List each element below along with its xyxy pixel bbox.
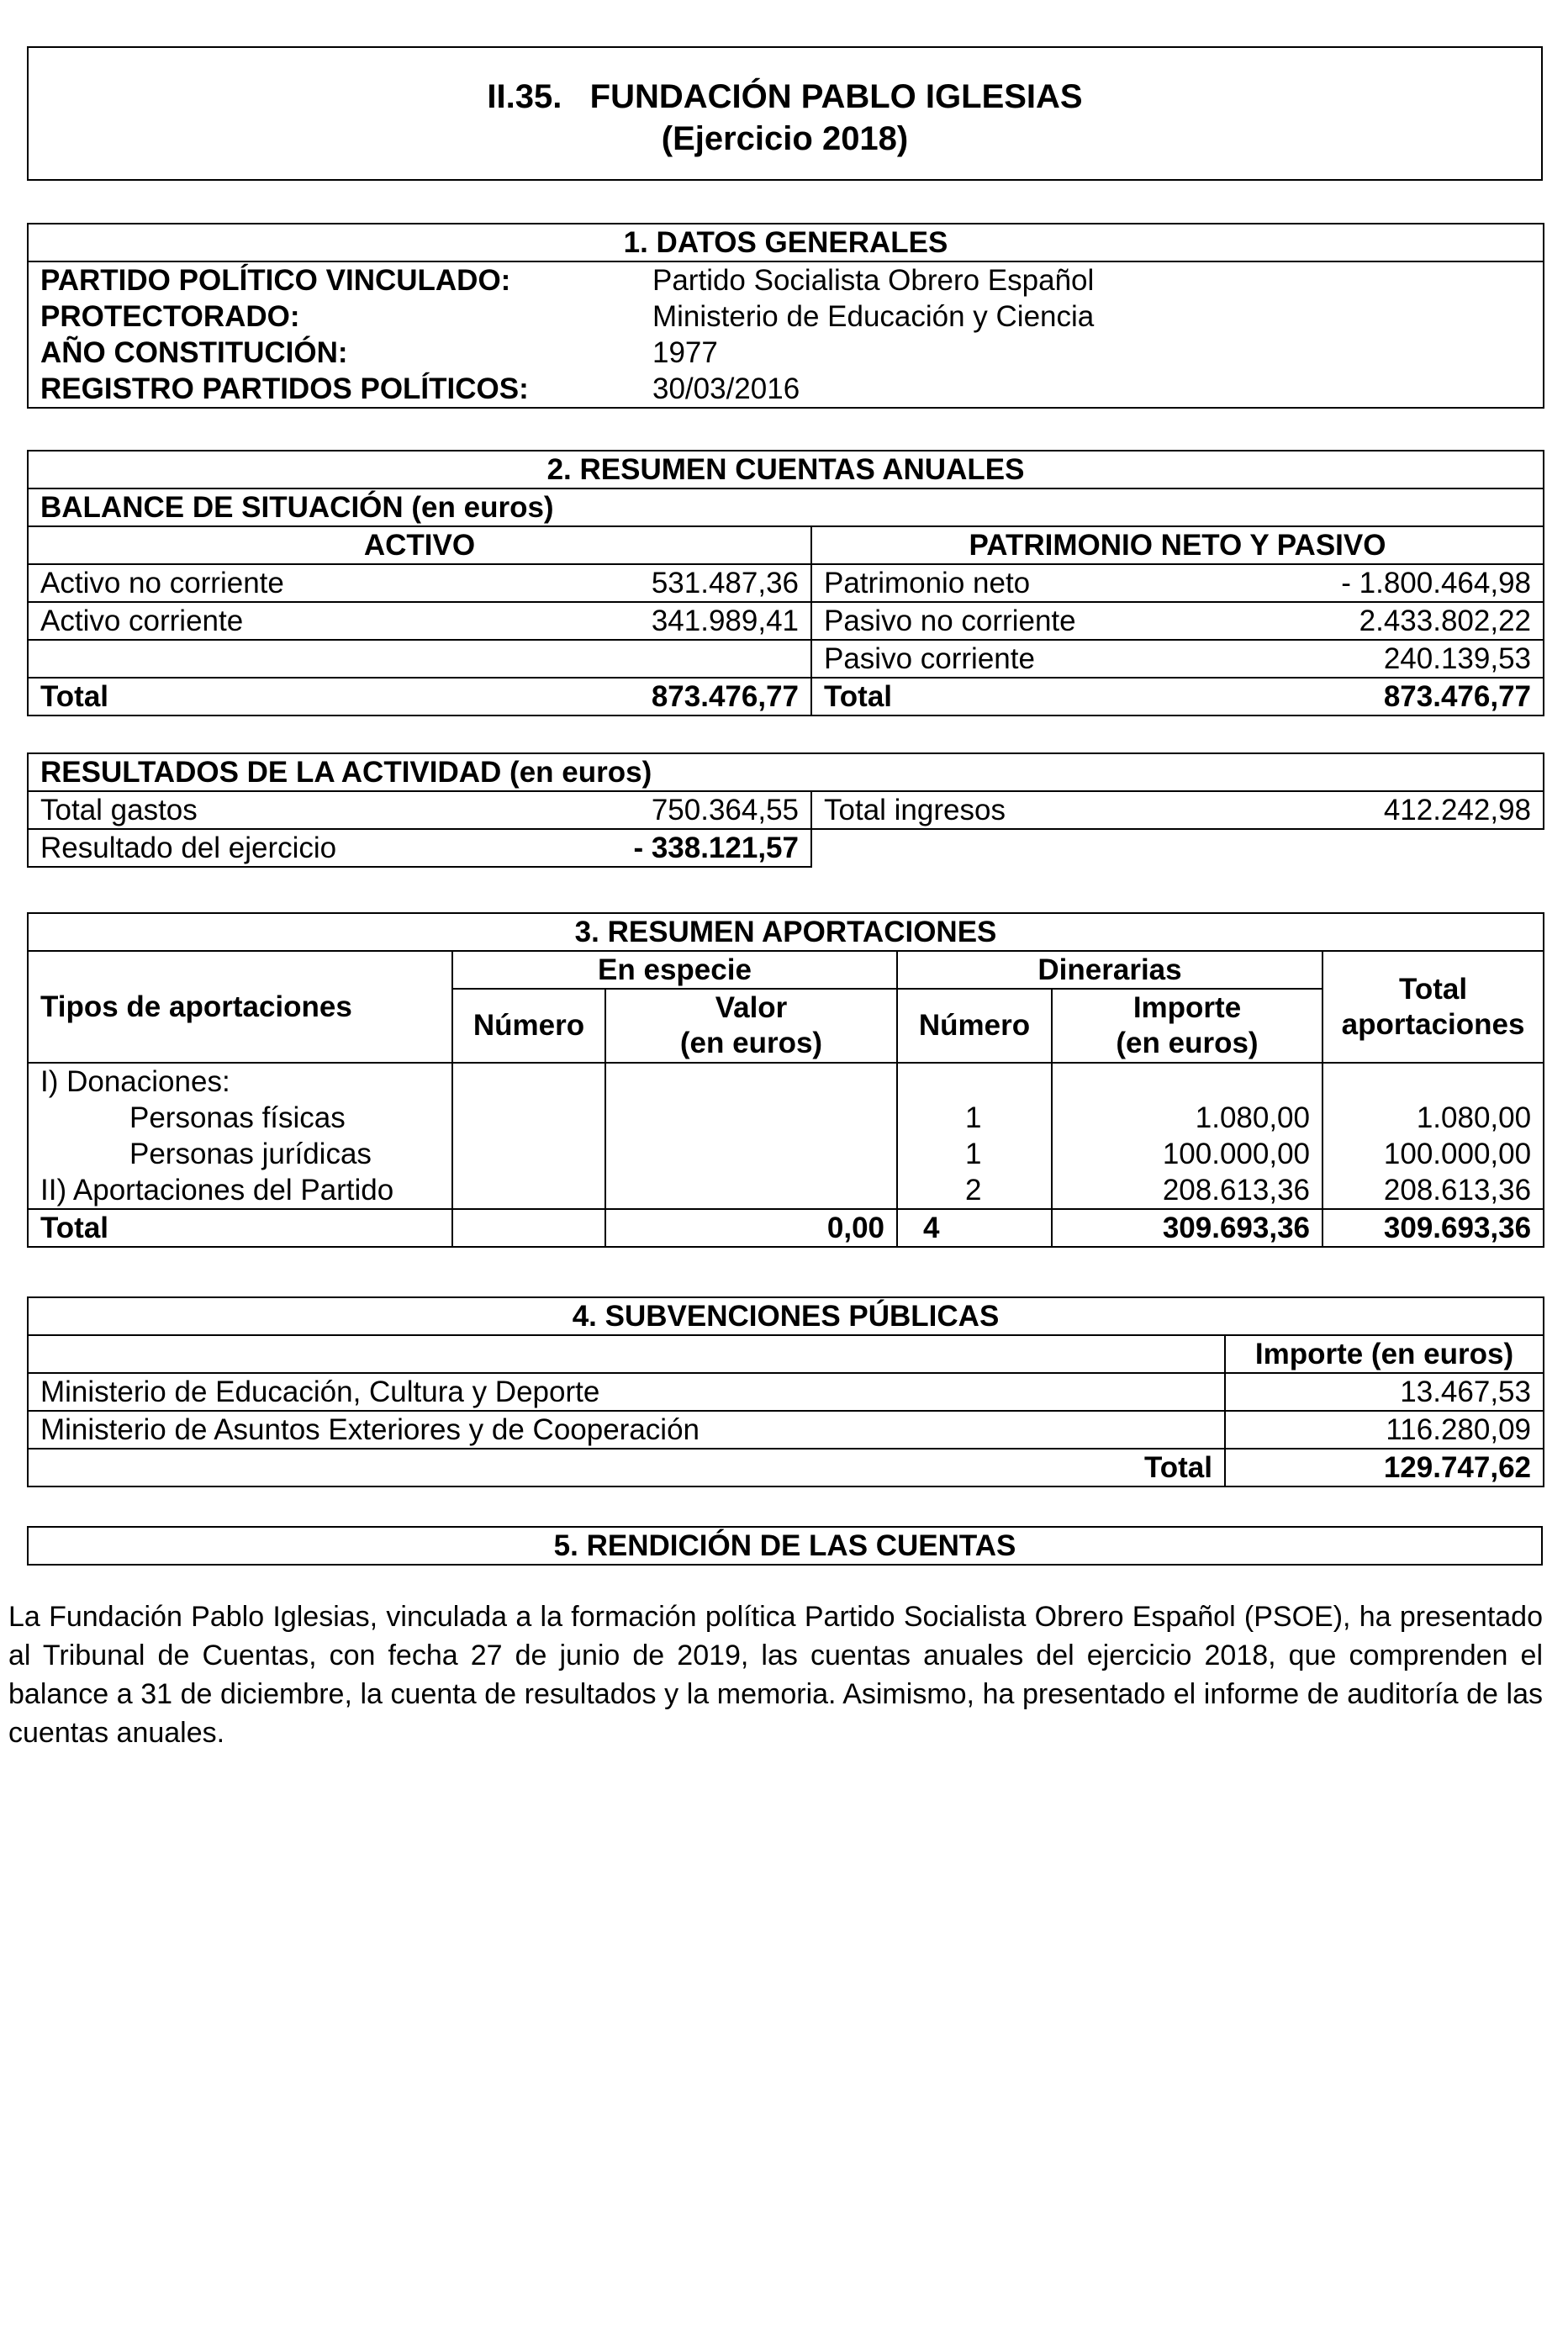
rendition-table — [27, 1526, 1543, 1566]
din-num-total: 4 — [897, 1209, 1052, 1247]
activo-label: Activo corriente — [28, 602, 578, 640]
subsidies-title: 4. SUBVENCIONES PÚBLICAS — [28, 1297, 1544, 1335]
pasivo-value: - 1.800.464,98 — [1300, 564, 1544, 602]
pasivo-label: Pasivo corriente — [811, 640, 1300, 678]
general-value: Ministerio de Educación y Ciencia — [641, 298, 1544, 335]
din-num: 1 — [897, 1136, 1052, 1172]
pasivo-value: 2.433.802,22 — [1300, 602, 1544, 640]
col-tipos: Tipos de aportaciones — [28, 951, 452, 1063]
esp-num — [452, 1136, 605, 1172]
general-label: PROTECTORADO: — [28, 298, 641, 335]
pasivo-label: Pasivo no corriente — [811, 602, 1300, 640]
contribution-row — [28, 1063, 1544, 1100]
contributions-table — [27, 912, 1544, 1248]
balance-row — [28, 602, 1544, 640]
din-imp — [1052, 1063, 1323, 1100]
esp-num — [452, 1063, 605, 1100]
contribution-label: Personas jurídicas — [28, 1136, 452, 1172]
balance-table — [27, 450, 1544, 716]
activo-label — [28, 640, 578, 678]
activo-header: ACTIVO — [28, 526, 811, 564]
pasivo-value: 240.139,53 — [1300, 640, 1544, 678]
pasivo-label: Patrimonio neto — [811, 564, 1300, 602]
foundation-name: FUNDACIÓN PABLO IGLESIAS — [589, 78, 1083, 115]
col-total — [1323, 951, 1544, 1063]
subsidy-value: 116.280,09 — [1225, 1411, 1544, 1449]
pasivo-total-value: 873.476,77 — [1300, 678, 1544, 716]
subsidy-total-value: 129.747,62 — [1225, 1449, 1544, 1486]
balance-title: BALANCE DE SITUACIÓN (en euros) — [28, 488, 1544, 526]
col-total-line1: Total — [1399, 972, 1468, 1006]
subsidy-row — [28, 1373, 1544, 1411]
pasivo-header: PATRIMONIO NETO Y PASIVO — [811, 526, 1544, 564]
empty-cell — [811, 829, 1544, 867]
general-title: 1. DATOS GENERALES — [28, 224, 1544, 261]
ingresos-label: Total ingresos — [811, 791, 1300, 829]
resultado-value: - 338.121,57 — [578, 829, 811, 867]
col-importe-line1: Importe — [1132, 991, 1242, 1024]
period-label: (Ejercicio 2018) — [661, 120, 909, 157]
subsidy-label: Ministerio de Educación, Cultura y Deporte — [28, 1373, 1225, 1411]
subsidy-label: Ministerio de Asuntos Exteriores y de Cooperación — [28, 1411, 1225, 1449]
row-total: 208.613,36 — [1323, 1172, 1544, 1209]
general-label: PARTIDO POLÍTICO VINCULADO: — [28, 261, 641, 298]
rendition-title: 5. RENDICIÓN DE LAS CUENTAS — [28, 1527, 1542, 1565]
din-num: 2 — [897, 1172, 1052, 1209]
gastos-value: 750.364,55 — [578, 791, 811, 829]
col-numero-dinerarias: Número — [897, 989, 1052, 1063]
general-label: AÑO CONSTITUCIÓN: — [28, 335, 641, 371]
group-dinerarias: Dinerarias — [897, 951, 1323, 989]
esp-val — [605, 1100, 897, 1136]
general-row — [28, 335, 1544, 371]
din-imp-total: 309.693,36 — [1052, 1209, 1323, 1247]
col-total-line2: aportaciones — [1341, 1007, 1525, 1041]
general-row — [28, 298, 1544, 335]
row-total: 1.080,00 — [1323, 1100, 1544, 1136]
activo-total-label: Total — [28, 678, 578, 716]
contribution-total-label: Total — [28, 1209, 452, 1247]
results-row — [28, 829, 1544, 867]
din-imp: 1.080,00 — [1052, 1100, 1323, 1136]
general-value: 30/03/2016 — [641, 371, 1544, 408]
col-importe-line2: (en euros) — [1116, 1027, 1259, 1059]
subsidy-total-label: Total — [28, 1449, 1225, 1486]
general-value: Partido Socialista Obrero Español — [641, 261, 1544, 298]
header-box — [27, 46, 1543, 181]
row-total — [1323, 1063, 1544, 1100]
pasivo-total-label: Total — [811, 678, 1300, 716]
din-num — [897, 1063, 1052, 1100]
general-label: REGISTRO PARTIDOS POLÍTICOS: — [28, 371, 641, 408]
general-row — [28, 261, 1544, 298]
activo-label: Activo no corriente — [28, 564, 578, 602]
general-value: 1977 — [641, 335, 1544, 371]
gastos-label: Total gastos — [28, 791, 578, 829]
subsidy-total-row — [28, 1449, 1544, 1486]
contribution-row — [28, 1136, 1544, 1172]
contribution-total-row — [28, 1209, 1544, 1247]
activo-value: 341.989,41 — [578, 602, 811, 640]
din-imp: 208.613,36 — [1052, 1172, 1323, 1209]
activo-value — [578, 640, 811, 678]
results-title: RESULTADOS DE LA ACTIVIDAD (en euros) — [28, 753, 1544, 791]
resultado-label: Resultado del ejercicio — [28, 829, 578, 867]
din-num: 1 — [897, 1100, 1052, 1136]
group-especie: En especie — [452, 951, 897, 989]
activo-total-value: 873.476,77 — [578, 678, 811, 716]
balance-row — [28, 640, 1544, 678]
subsidy-value: 13.467,53 — [1225, 1373, 1544, 1411]
general-row — [28, 371, 1544, 408]
grand-total: 309.693,36 — [1323, 1209, 1544, 1247]
results-row — [28, 791, 1544, 829]
contribution-label: II) Aportaciones del Partido — [28, 1172, 452, 1209]
col-importe — [1052, 989, 1323, 1063]
subsidies-header-blank — [28, 1335, 1225, 1373]
balance-total-row — [28, 678, 1544, 716]
subsidy-row — [28, 1411, 1544, 1449]
row-total: 100.000,00 — [1323, 1136, 1544, 1172]
din-imp: 100.000,00 — [1052, 1136, 1323, 1172]
col-numero-especie: Número — [452, 989, 605, 1063]
esp-val — [605, 1172, 897, 1209]
col-valor — [605, 989, 897, 1063]
contribution-row — [28, 1100, 1544, 1136]
contributions-title: 3. RESUMEN APORTACIONES — [28, 913, 1544, 951]
balance-row — [28, 564, 1544, 602]
col-valor-line2: (en euros) — [679, 1027, 823, 1059]
page-title — [29, 75, 1541, 119]
accounts-title: 2. RESUMEN CUENTAS ANUALES — [28, 451, 1544, 488]
col-valor-line1: Valor — [715, 991, 788, 1024]
ingresos-value: 412.242,98 — [1300, 791, 1544, 829]
results-table — [27, 752, 1544, 868]
contribution-label: I) Donaciones: — [28, 1063, 452, 1100]
section-number: II.35. — [487, 78, 562, 115]
subsidies-table — [27, 1296, 1544, 1487]
esp-num — [452, 1172, 605, 1209]
col-importe-subsidy: Importe (en euros) — [1225, 1335, 1544, 1373]
contribution-label: Personas físicas — [28, 1100, 452, 1136]
esp-num — [452, 1100, 605, 1136]
rendition-text: La Fundación Pablo Iglesias, vinculada a la formación política Partido Socialista Obrero Español (PSOE), ha presentado al Tribunal de Cuentas, con fecha 27 de junio de 2019, las cuentas anuales del ejercicio 2018, que comprenden el balance a 31 de diciembre, la cuenta de resultados y la memoria. Asimismo, ha presentado el informe de auditoría de las cuentas anuales. — [8, 1601, 1543, 1749]
esp-val — [605, 1063, 897, 1100]
activo-value: 531.487,36 — [578, 564, 811, 602]
esp-num-total — [452, 1209, 605, 1247]
general-data-table — [27, 223, 1544, 409]
esp-val-total: 0,00 — [605, 1209, 897, 1247]
contribution-row — [28, 1172, 1544, 1209]
esp-val — [605, 1136, 897, 1172]
